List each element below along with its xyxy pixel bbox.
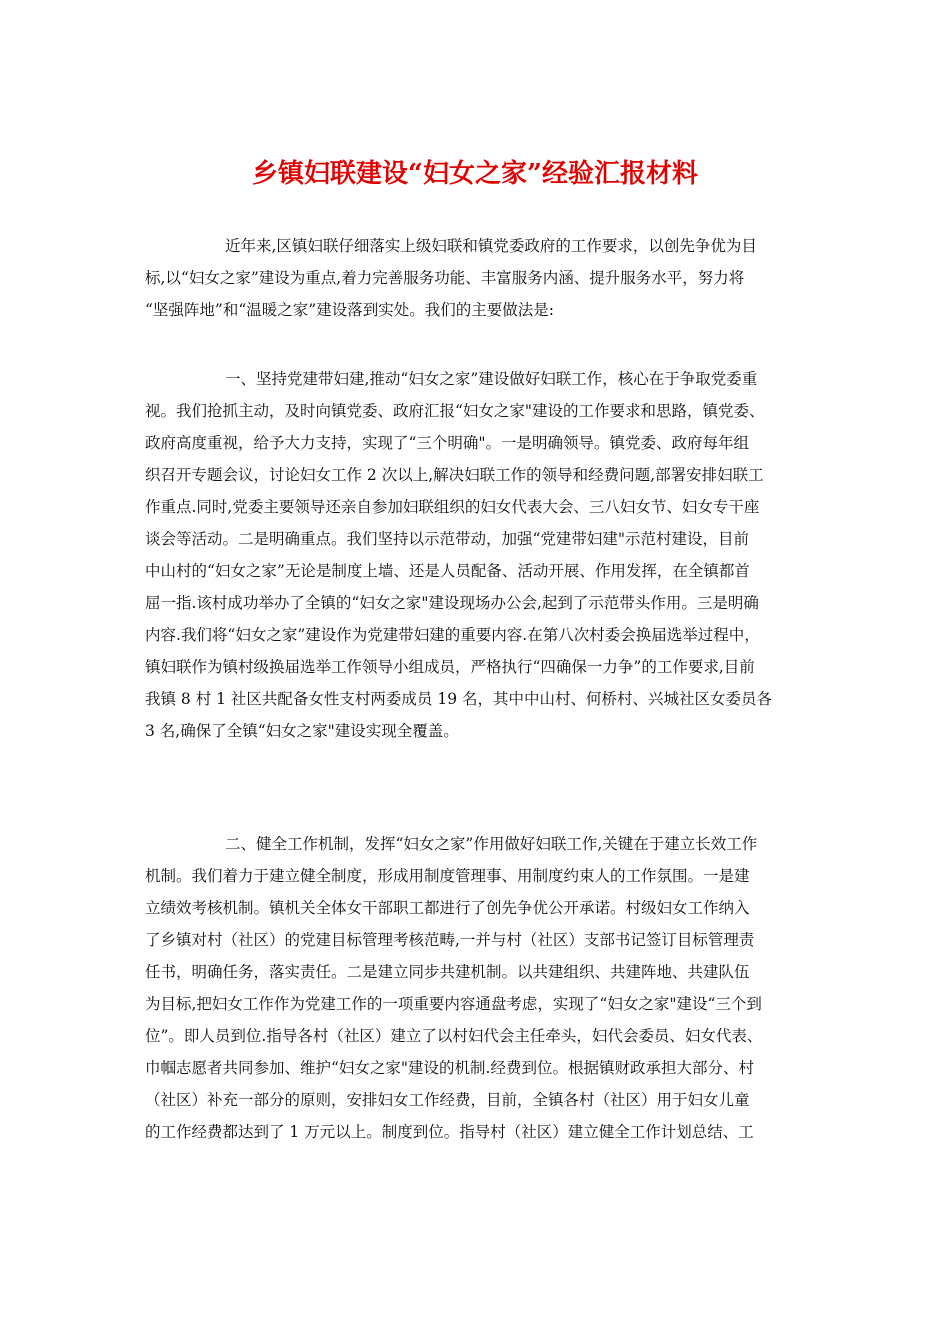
paragraph-line: 作重点.同时,党委主要领导还亲自参加妇联组织的妇女代表大会、三八妇女节、妇女专干座: [145, 498, 760, 516]
paragraph-line: “坚强阵地”和“温暖之家”建设落到实处。我们的主要做法是:: [145, 301, 554, 319]
paragraph-line: （社区）补充一部分的原则，安排妇女工作经费，目前，全镇各村（社区）用于妇女儿童: [145, 1091, 750, 1109]
paragraph-line: 织召开专题会议，讨论妇女工作 2 次以上,解决妇联工作的领导和经费问题,部署安排妇联工: [145, 466, 764, 484]
paragraph-line: 中山村的“妇女之家”无论是制度上墙、还是人员配备、活动开展、作用发挥，在全镇都首: [145, 562, 750, 580]
paragraph-line: 二、健全工作机制，发挥“妇女之家”作用做好妇联工作,关键在于建立长效工作: [225, 835, 758, 853]
paragraph-line: 近年来,区镇妇联仔细落实上级妇联和镇党委政府的工作要求，以创先争优为目: [225, 237, 757, 255]
paragraph-line: 谈会等活动。二是明确重点。我们坚持以示范带动，加强“党建带妇建"示范村建设，目前: [145, 530, 750, 548]
paragraph-line: 了乡镇对村（社区）的党建目标管理考核范畴,一并与村（社区）支部书记签订目标管理责: [145, 931, 755, 949]
document-title: 乡镇妇联建设“妇女之家”经验汇报材料: [252, 159, 698, 189]
paragraph-line: 3 名,确保了全镇“妇女之家"建设实现全覆盖。: [145, 722, 459, 740]
paragraph-line: 巾帼志愿者共同参加、维护“妇女之家"建设的机制.经费到位。根据镇财政承担大部分、村: [145, 1059, 754, 1077]
paragraph-line: 任书，明确任务，落实责任。二是建立同步共建机制。以共建组织、共建阵地、共建队伍: [145, 963, 750, 981]
paragraph-line: 机制。我们着力于建立健全制度，形成用制度管理事、用制度约束人的工作氛围。一是建: [145, 867, 750, 885]
paragraph-line: 一、坚持党建带妇建,推动“妇女之家”建设做好妇联工作，核心在于争取党委重: [225, 370, 758, 388]
paragraph-line: 镇妇联作为镇村级换届选举工作领导小组成员，严格执行“四确保一力争”的工作要求,目前: [145, 658, 755, 676]
paragraph-line: 视。我们抢抓主动，及时向镇党委、政府汇报“妇女之家"建设的工作要求和思路，镇党委、: [145, 402, 765, 420]
paragraph-line: 政府高度重视，给予大力支持，实现了“三个明确"。一是明确领导。镇党委、政府每年组: [145, 434, 750, 452]
paragraph-section-two: [145, 828, 805, 1148]
paragraph-line: 立绩效考核机制。镇机关全体女干部职工都进行了创先争优公开承诺。村级妇女工作纳入: [145, 899, 750, 917]
paragraph-line: 的工作经费都达到了 1 万元以上。制度到位。指导村（社区）建立健全工作计划总结、工: [145, 1123, 754, 1141]
paragraph-line: 为目标,把妇女工作作为党建工作的一项重要内容通盘考虑，实现了“妇女之家"建设“三个到: [145, 995, 762, 1013]
paragraph-line: 屈一指.该村成功举办了全镇的“妇女之家"建设现场办公会,起到了示范带头作用。三是明确: [145, 594, 759, 612]
paragraph-line: 内容.我们将“妇女之家”建设作为党建带妇建的重要内容.在第八次村委会换届选举过程中，: [145, 626, 760, 644]
paragraph-line: 标,以“妇女之家”建设为重点,着力完善服务功能、丰富服务内涵、提升服务水平，努力将: [145, 269, 745, 287]
paragraph-line: 我镇 8 村 1 社区共配备女性支村两委成员 19 名，其中中山村、何桥村、兴城社区女委员各: [145, 690, 773, 708]
paragraph-line: 位”。即人员到位.指导各村（社区）建立了以村妇代会主任牵头，妇代会委员、妇女代表、: [145, 1027, 763, 1045]
paragraph-section-one: [145, 363, 805, 747]
paragraph-intro: [145, 230, 805, 326]
